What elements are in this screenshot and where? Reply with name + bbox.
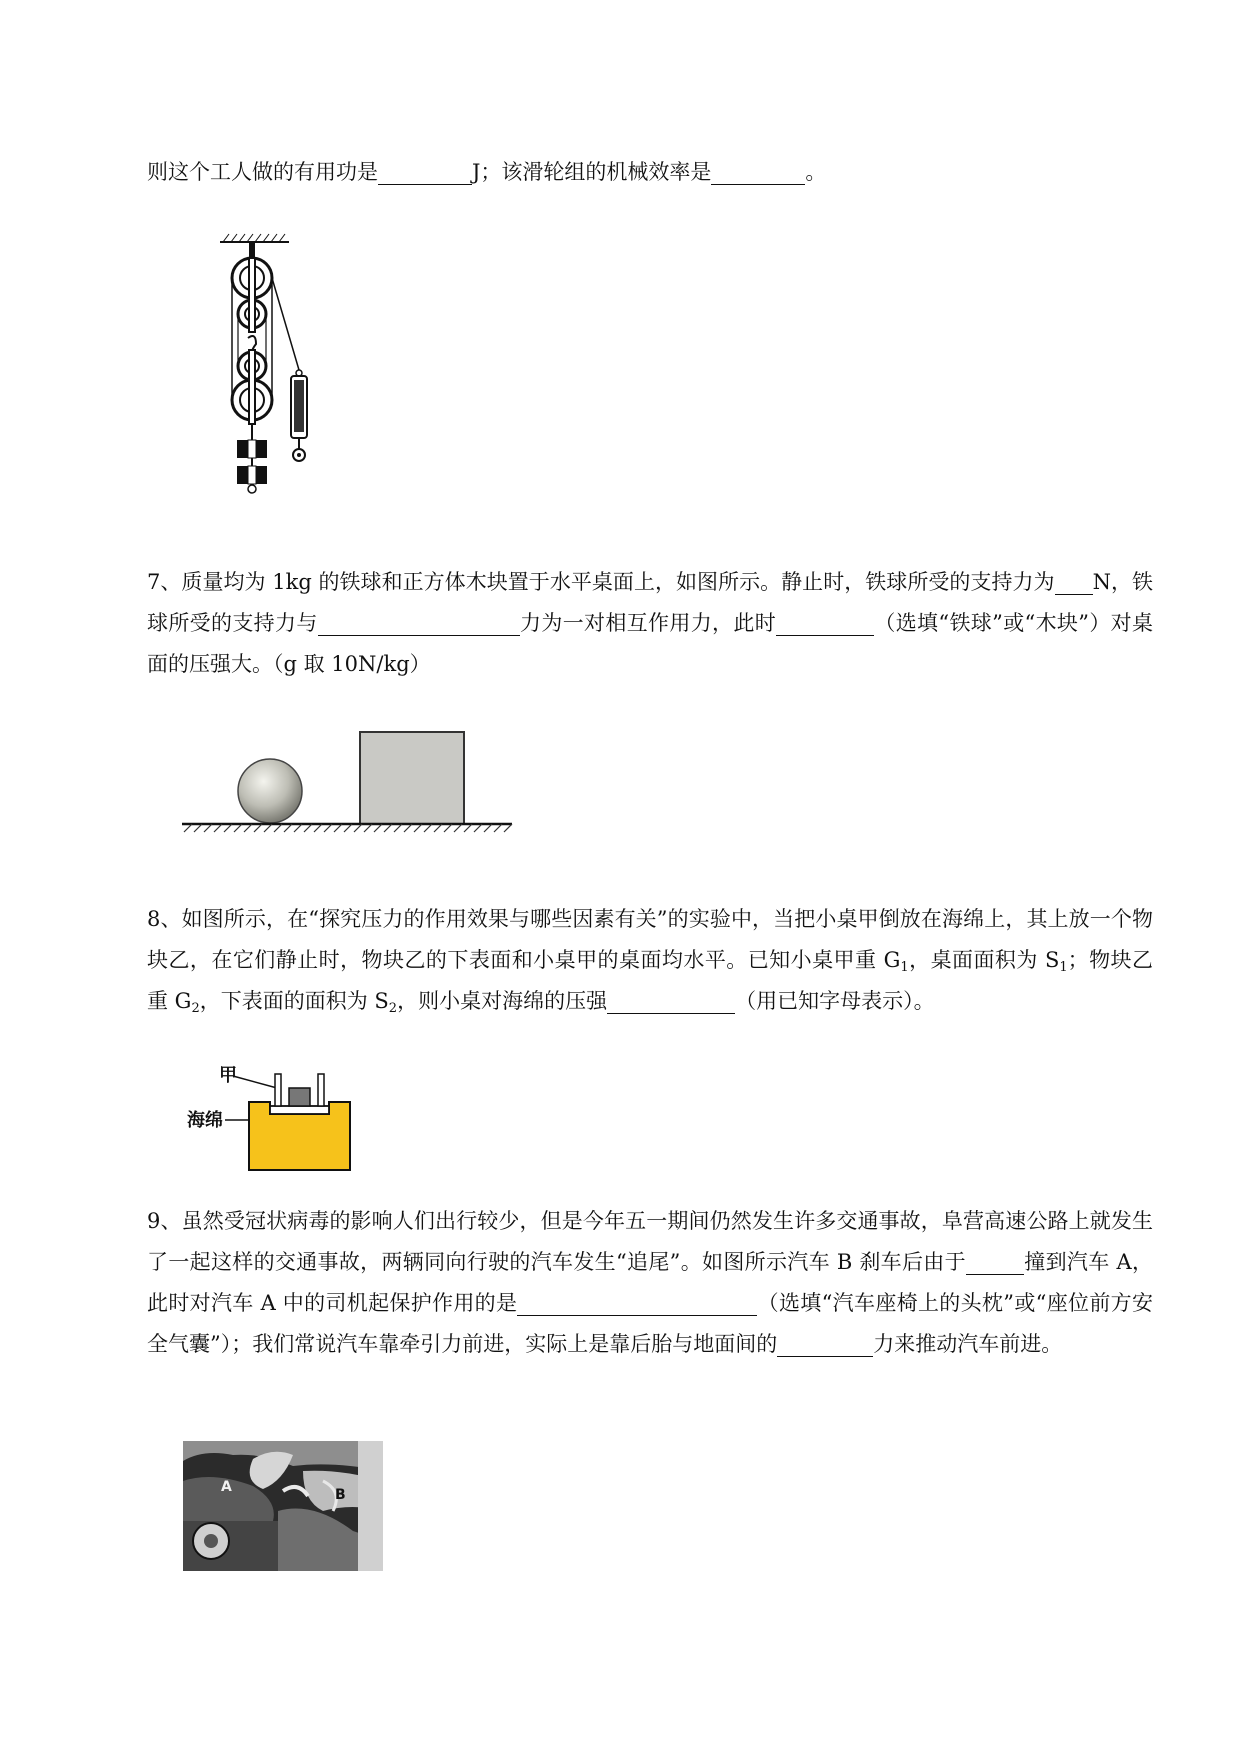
label-table: 甲 xyxy=(219,1065,237,1086)
q6-text: 则这个工人做的有用功是 J；该滑轮组的机械效率是 。 xyxy=(147,160,827,184)
block-yi xyxy=(289,1088,310,1106)
q6-blank-efficiency[interactable] xyxy=(711,158,805,185)
q7-text: 7、质量均为 1kg 的铁球和正方体木块置于水平桌面上，如图所示。静止时，铁球所受的支持力为 N，铁球所受的支持力与 力为一对相互作用力，此时 （选填“铁球”或“木块”）对桌面的压强大。（g 取 10N/kg） xyxy=(147,570,1154,676)
q8-text: 8、如图所示，在“探究压力的作用效果与哪些因素有关”的实验中，当把小桌甲倒放在海绵上，其上放一个物块乙，在它们静止时，物块乙的下表面和小桌甲的桌面均水平。已知小桌甲重 $G_1$，桌面面积为 $S_1$；物块乙重 $G_2$，下表面的面积为 $S_2$，则小桌对海绵的压强 （用已知字母表示）。 xyxy=(147,907,1154,1016)
pulley-system-figure xyxy=(215,230,325,500)
label-car-a: A xyxy=(221,1479,232,1495)
wood-block xyxy=(360,732,464,824)
label-car-b: B xyxy=(335,1487,346,1503)
q9-blank-inertia[interactable] xyxy=(966,1248,1024,1275)
q6-blank-useful-work[interactable] xyxy=(378,158,472,185)
sponge-table-figure xyxy=(185,1060,360,1172)
car-crash-photo xyxy=(183,1441,383,1571)
iron-ball xyxy=(238,759,302,823)
q9-text: 9、虽然受冠状病毒的影响人们出行较少，但是今年五一期间仍然发生许多交通事故，阜营高速公路上就发生了一起这样的交通事故，两辆同向行驶的汽车发生“追尾”。如图所示汽车 B 刹车后由于 撞到汽车 A，此时对汽车 A 中的司机起保护作用的是 （选填“汽车座椅上的头枕”或“座位前方安全气囊”）；我们常说汽车靠牵引力前进，实际上是靠后胎与地面间的 力来推动汽车前进。 xyxy=(147,1209,1153,1356)
q7-blank-support-force[interactable] xyxy=(1055,568,1093,595)
ball-block-figure xyxy=(180,720,520,850)
q7-blank-force-pair[interactable] xyxy=(318,609,520,636)
q7-blank-pressure[interactable] xyxy=(776,609,874,636)
label-sponge: 海绵 xyxy=(187,1110,223,1131)
q8-blank-pressure[interactable] xyxy=(607,987,735,1014)
q9-blank-protection[interactable] xyxy=(517,1289,757,1316)
q9-blank-friction[interactable] xyxy=(777,1330,873,1357)
